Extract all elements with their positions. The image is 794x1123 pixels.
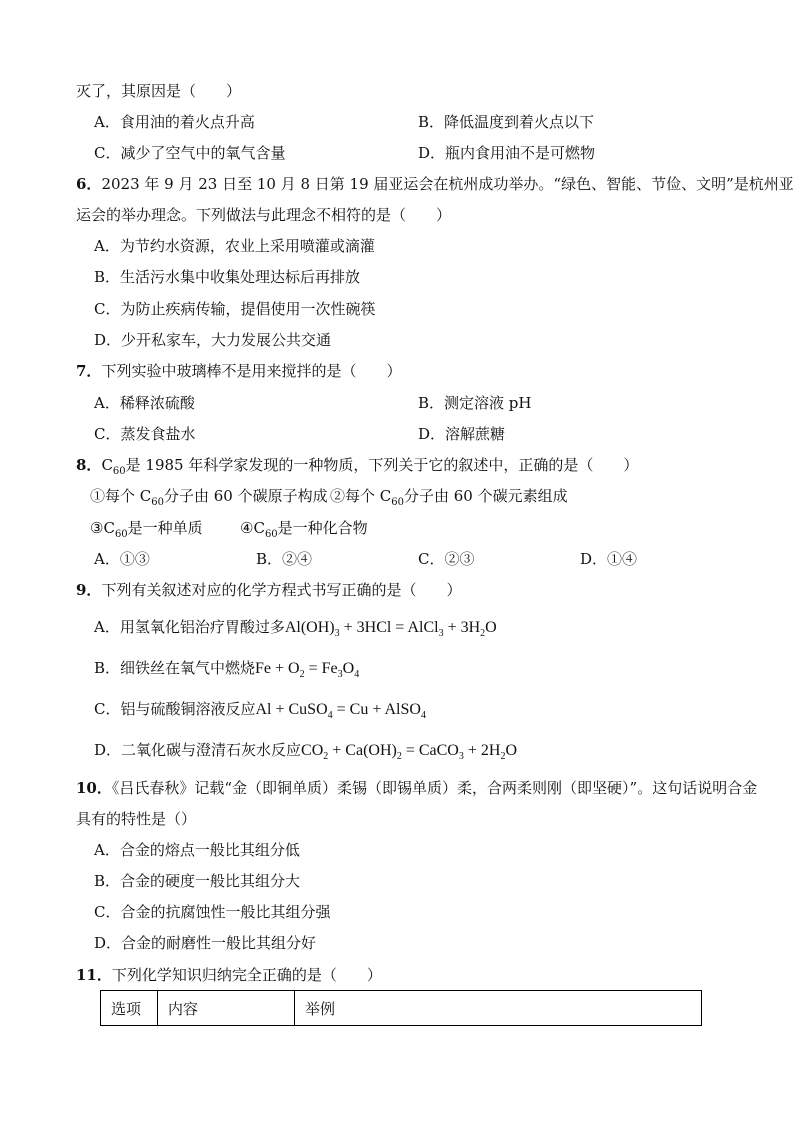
q9-option-a-text: A．用氢氧化铝治疗胃酸过多 [94, 618, 285, 636]
q9-number: 9． [76, 581, 102, 599]
q10-number: 10． [76, 779, 112, 797]
q8-statement-3 [90, 518, 203, 538]
q5-option-a[interactable]: A．食用油的着火点升高 [94, 113, 255, 131]
q8-option-b[interactable]: B．②④ [256, 550, 313, 568]
q10-option-c[interactable]: C．合金的抗腐蚀性一般比其组分强 [94, 903, 331, 921]
q11-number: 11． [76, 966, 112, 984]
q6-option-d[interactable]: D．少开私家车，大力发展公共交通 [94, 331, 332, 349]
q10-stem-line2: 具有的特性是（） [76, 810, 197, 828]
q9-option-d-text: D．二氧化碳与澄清石灰水反应 [94, 741, 302, 759]
q8-c60-subscript: 60 [112, 466, 126, 477]
q6-number: 6． [76, 175, 102, 193]
q7-stem-text: 下列实验中玻璃棒不是用来搅拌的是（ ） [101, 362, 402, 380]
q6-option-b[interactable]: B．生活污水集中收集处理达标后再排放 [94, 268, 361, 286]
q9-option-a-equation: $Al(OH)_3 + 3HCl$ = AlCl$_3$ + $3H_2O$ [284, 619, 497, 640]
q9-option-c-text: C．铝与硫酸铜溶液反应 [94, 700, 256, 718]
q11-stem [76, 965, 382, 985]
q7-option-b[interactable]: B．测定溶液 pH [418, 394, 532, 412]
q5-option-d[interactable]: D．瓶内食用油不是可燃物 [418, 144, 596, 162]
q10-option-b[interactable]: B．合金的硬度一般比其组分大 [94, 872, 301, 890]
q8-statement-2-text: 分子由 60 个碳元素组成 [403, 487, 568, 505]
q6-stem [76, 174, 794, 194]
q5-option-b[interactable]: B．降低温度到着火点以下 [418, 113, 595, 131]
q7-stem [76, 361, 401, 381]
q6-stem-line2: 运会的举办理念。下列做法与此理念不相符的是（ ） [76, 206, 452, 224]
q8-c60-letter: C [101, 456, 113, 474]
q11-table [100, 990, 702, 1026]
q9-option-d-equation: $CO_2 + Ca(OH)_2$ = CaCO$_3$ + $2H_2O$ [301, 742, 517, 763]
q6-option-c[interactable]: C．为防止疾病传输，提倡使用一次性碗筷 [94, 300, 376, 318]
q5-option-c[interactable]: C．减少了空气中的氧气含量 [94, 144, 286, 162]
q9-option-b-equation: $Fe + O_2 = Fe_3O_4$ [255, 660, 360, 681]
q10-stem [76, 778, 757, 798]
q11-table-header-row [101, 991, 702, 1026]
q5-stem-tail: 灭了，其原因是（ ） [76, 82, 242, 100]
q9-option-c-equation: Al + CuSO$_4$ = Cu + AlSO$_4$ [255, 701, 426, 722]
q9-option-b[interactable] [94, 658, 359, 680]
q8-statement-4-prefix: ④C [240, 519, 265, 537]
q8-statement-1 [90, 486, 328, 506]
q8-stem-text: 是 1985 年科学家发现的一种物质，下列关于它的叙述中，正确的是（ ） [125, 456, 639, 474]
q8-option-d[interactable]: D．①④ [580, 550, 638, 568]
q8-option-a[interactable]: A．①③ [94, 550, 150, 568]
q7-number: 7． [76, 362, 102, 380]
q9-option-c[interactable] [94, 699, 426, 721]
q11-header-content: 内容 [158, 991, 295, 1026]
q8-statement-1-prefix: ①每个 C [90, 487, 152, 505]
q8-statement-1-subscript: 60 [151, 497, 164, 508]
q10-stem-line1: 《吕氏春秋》记载“金（即铜单质）柔锡（即锡单质）柔，合两柔则刚（即坚硬）”。这句话说明合金 [111, 779, 758, 797]
q8-statement-4 [240, 518, 368, 538]
q7-option-d[interactable]: D．溶解蔗糖 [418, 425, 506, 443]
q11-stem-text: 下列化学知识归纳完全正确的是（ ） [111, 966, 382, 984]
q8-statement-4-subscript: 60 [264, 529, 278, 540]
q8-option-c[interactable]: C．②③ [418, 550, 475, 568]
q10-option-d[interactable]: D．合金的耐磨性一般比其组分好 [94, 934, 317, 952]
q7-option-a[interactable]: A．稀释浓硫酸 [94, 394, 195, 412]
q8-statement-2-subscript: 60 [391, 497, 404, 508]
q7-option-c[interactable]: C．蒸发食盐水 [94, 425, 196, 443]
q9-option-a[interactable] [94, 617, 497, 639]
q6-stem-line1: 2023 年 9 月 23 日至 10 月 8 日第 19 届亚运会在杭州成功举办。“绿色、智能、节俭、文明”是杭州亚 [101, 175, 794, 193]
q9-stem [76, 580, 461, 600]
q8-stem [76, 455, 638, 475]
q9-option-d[interactable] [94, 740, 517, 762]
q8-statement-4-text: 是一种化合物 [277, 519, 368, 537]
q8-statement-3-subscript: 60 [114, 529, 128, 540]
q8-statement-2-prefix: ②每个 C [330, 487, 392, 505]
q8-statement-3-text: 是一种单质 [127, 519, 203, 537]
q8-statement-3-prefix: ③C [90, 519, 115, 537]
q8-number: 8． [76, 456, 102, 474]
q11-header-example: 举例 [295, 991, 702, 1026]
q9-stem-text: 下列有关叙述对应的化学方程式书写正确的是（ ） [101, 581, 462, 599]
q9-option-b-text: B．细铁丝在氧气中燃烧 [94, 659, 256, 677]
q8-statement-1-text: 分子由 60 个碳原子构成 [163, 487, 328, 505]
q10-option-a[interactable]: A．合金的熔点一般比其组分低 [94, 841, 300, 859]
q11-header-option: 选项 [101, 991, 158, 1026]
q6-option-a[interactable]: A．为节约水资源，农业上采用喷灌或滴灌 [94, 237, 375, 255]
q8-statement-2 [330, 486, 568, 506]
